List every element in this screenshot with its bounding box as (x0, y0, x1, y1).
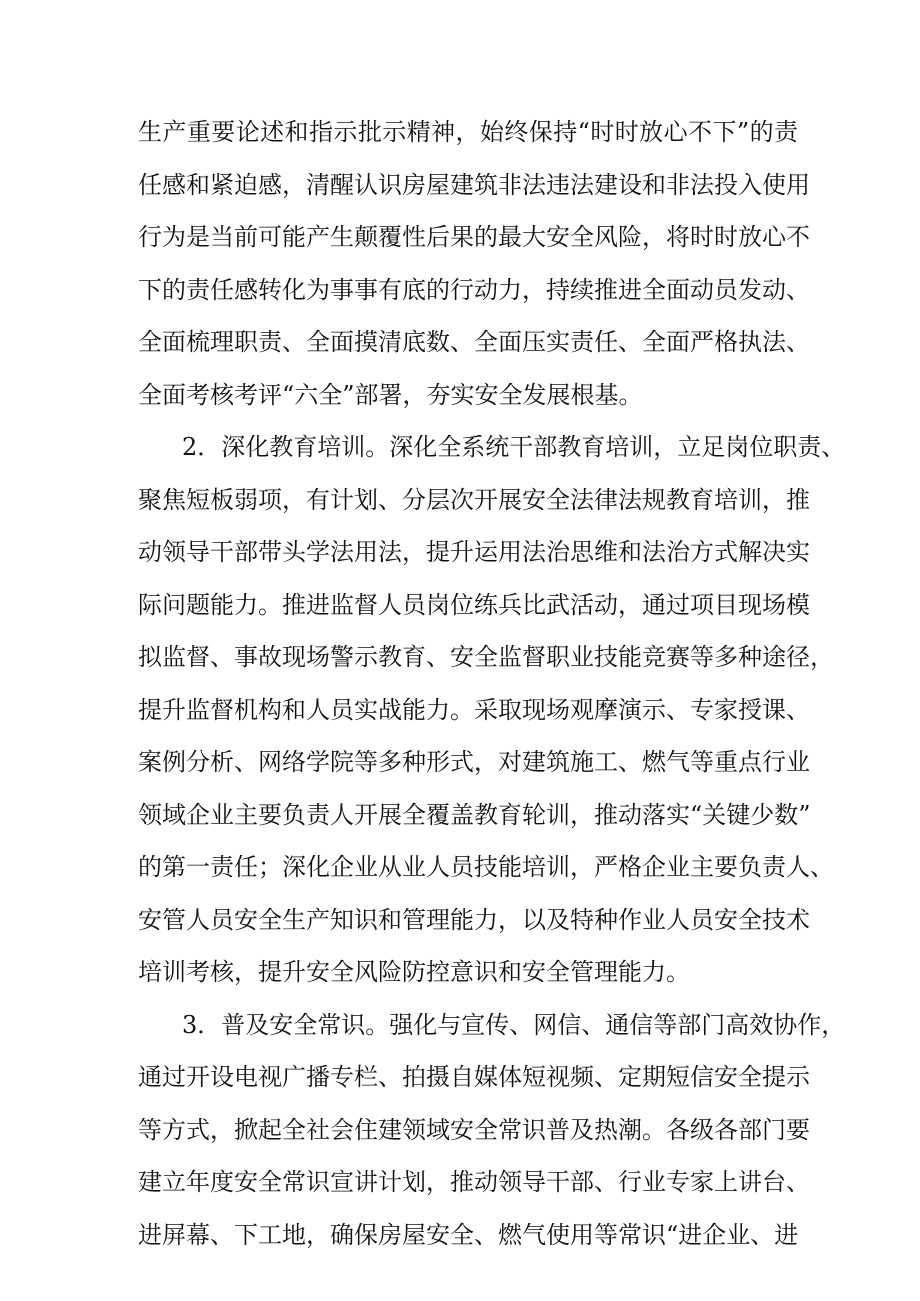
text-line: 拟监督、事故现场警示教育、安全监督职业技能竞赛等多种途径， (138, 643, 834, 671)
text-line: 动领导干部带头学法用法，提升运用法治思维和法治方式解决实 (138, 538, 810, 566)
text-line: 全面梳理职责、全面摸清底数、全面压实责任、全面严格执法、 (138, 328, 810, 356)
section-heading-line: 2．深化教育培训。深化全系统干部教育培训，立足岗位职责、 (182, 433, 846, 461)
text-line: 进屏幕、下工地，确保房屋安全、燃气使用等常识“进企业、进 (138, 1220, 799, 1249)
text-line: 等方式，掀起全社会住建领域安全常识普及热潮。各级各部门要 (138, 1115, 810, 1144)
text-line: 提升监督机构和人员实战能力。采取现场观摩演示、专家授课、 (138, 695, 810, 724)
text-line: 培训考核，提升安全风险防控意识和安全管理能力。 (138, 958, 690, 986)
section-heading-line: 3．普及安全常识。强化与宣传、网信、通信等部门高效协作， (182, 1010, 846, 1039)
text-line: 建立年度安全常识宣讲计划，推动领导干部、行业专家上讲台、 (138, 1168, 810, 1196)
text-line: 的第一责任；深化企业从业人员技能培训，严格企业主要负责人、 (138, 853, 834, 881)
text-line: 案例分析、网络学院等多种形式，对建筑施工、燃气等重点行业 (138, 748, 810, 776)
text-line: 通过开设电视广播专栏、拍摄自媒体短视频、定期短信安全提示 (138, 1063, 810, 1091)
text-line: 下的责任感转化为事事有底的行动力，持续推进全面动员发动、 (138, 275, 810, 304)
text-line: 全面考核考评“六全”部署，夯实安全发展根基。 (138, 380, 643, 409)
text-line: 任感和紧迫感，清醒认识房屋建筑非法违法建设和非法投入使用 (138, 170, 810, 199)
text-line: 安管人员安全生产知识和管理能力，以及特种作业人员安全技术 (138, 905, 810, 934)
text-line: 行为是当前可能产生颠覆性后果的最大安全风险，将时时放心不 (138, 223, 810, 251)
text-line: 际问题能力。推进监督人员岗位练兵比武活动，通过项目现场模 (138, 590, 810, 619)
body-text (138, 106, 846, 1261)
text-line: 领域企业主要负责人开展全覆盖教育轮训，推动落实“关键少数” (138, 800, 811, 829)
text-line: 聚焦短板弱项，有计划、分层次开展安全法律法规教育培训，推 (138, 485, 810, 514)
text-line: 生产重要论述和指示批示精神，始终保持“时时放心不下”的责 (138, 118, 798, 146)
